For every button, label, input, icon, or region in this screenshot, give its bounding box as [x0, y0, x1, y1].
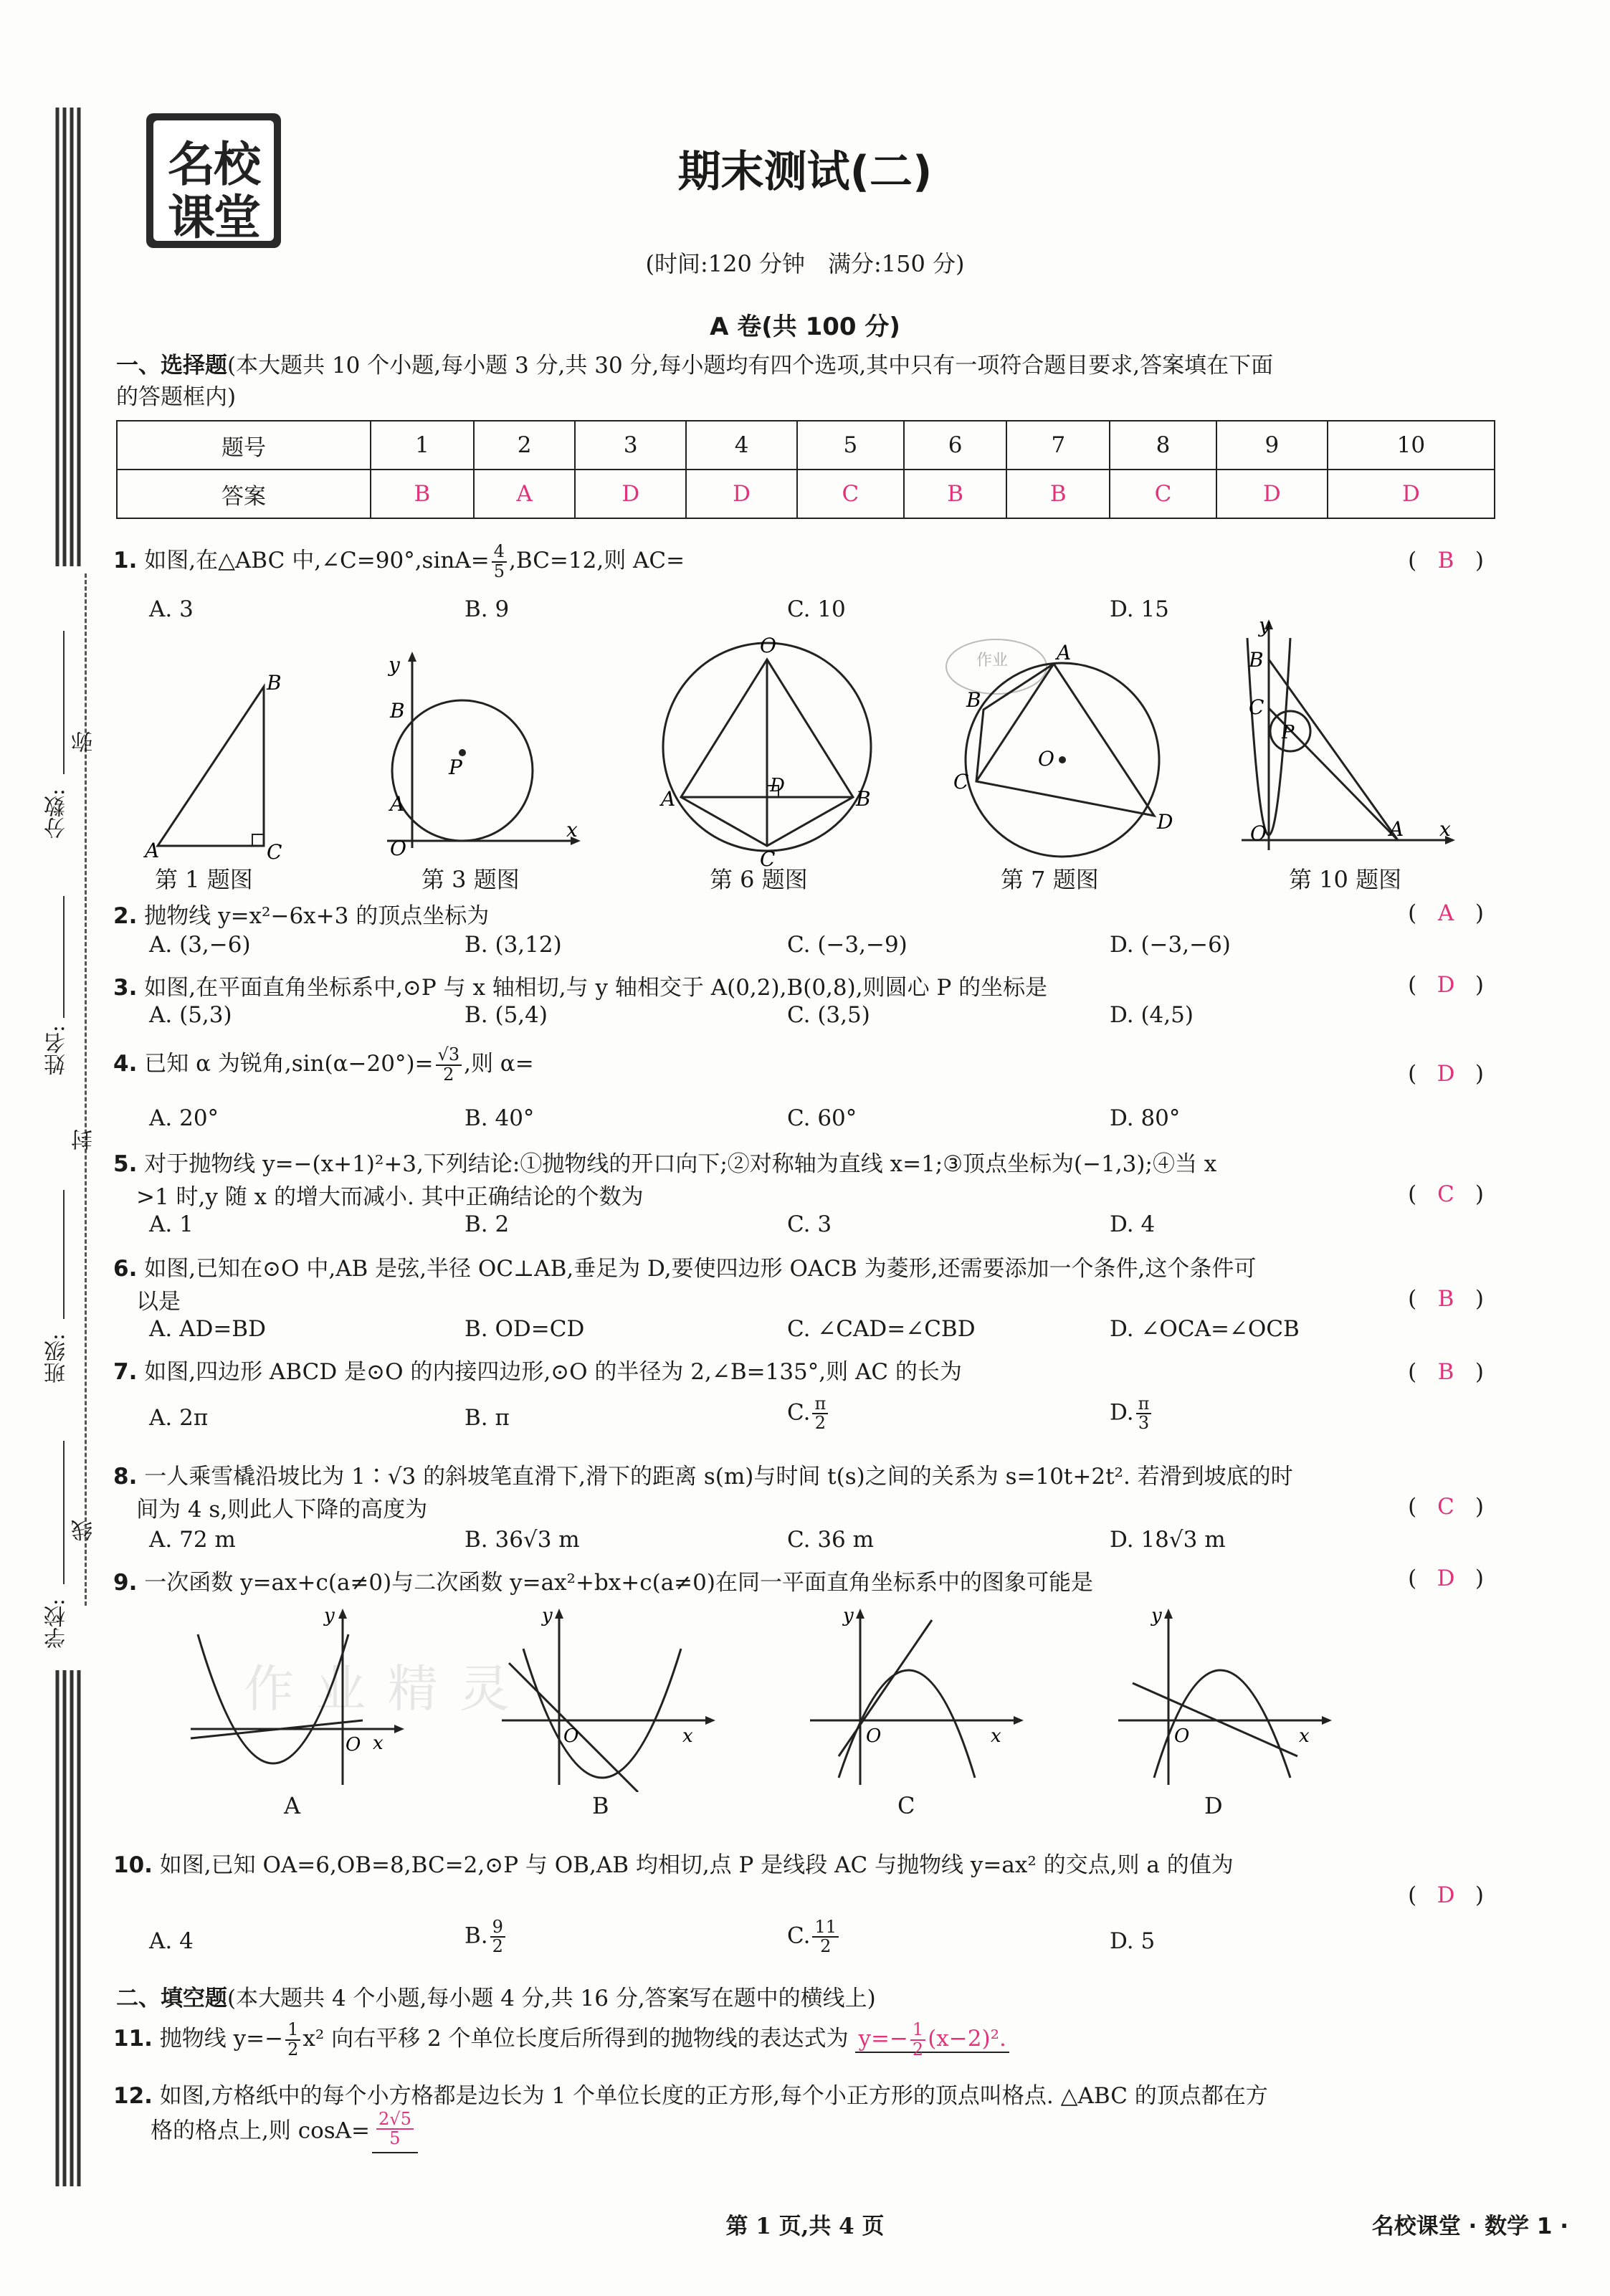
option-label: B.: [465, 1923, 488, 1949]
answer-table-row-numbers: [117, 421, 1495, 470]
option-d: D. 4: [1110, 1211, 1156, 1237]
option-label: D.: [1110, 1399, 1134, 1426]
figure-7: [939, 631, 1183, 860]
fig6-label-b: B: [856, 787, 871, 811]
question-number: 4.: [113, 1051, 138, 1077]
option-d: D. 18√3 m: [1110, 1527, 1226, 1553]
side-label-name: 姓名:: [44, 1025, 70, 1076]
question-number: 9.: [113, 1570, 138, 1596]
denominator: 2: [443, 1064, 454, 1085]
question-text: 如图,方格纸中的每个小方格都是边长为 1 个单位长度的正方形,每个小正方形的顶点叫格点. △ABC 的顶点都在方: [159, 2083, 1268, 2109]
graph-d-y: y: [1151, 1606, 1162, 1626]
option-d: D. (−3,−6): [1110, 932, 1231, 958]
option-d: [1110, 1395, 1153, 1432]
option-d: D. ∠OCA=∠OCB: [1110, 1316, 1300, 1342]
binding-strip-bottom: [53, 1670, 89, 2186]
binding-dashed-line: [85, 573, 90, 1606]
logo-line2: 课堂: [168, 190, 259, 245]
question-5: [113, 1145, 1216, 1178]
question-text-post: ,BC=12,则 AC=: [508, 548, 685, 573]
option-b: B. 9: [465, 596, 510, 622]
part2-desc: (本大题共 4 个小题,每小题 4 分,共 16 分,答案写在题中的横线上): [227, 1986, 876, 2011]
answer-value: C: [1437, 1494, 1454, 1520]
option-a: A. (3,−6): [149, 932, 251, 958]
graph-a-y: y: [324, 1606, 335, 1626]
figure-6-caption: 第 6 题图: [710, 866, 808, 893]
question-text: 一人乘雪橇沿坡比为 1∶√3 的斜坡笔直滑下,滑下的距离 s(m)与时间 t(s)之间的关系为 s=10t+2t². 若滑到坡底的时: [144, 1464, 1293, 1490]
side-line-class: [63, 1190, 65, 1319]
answer-value: D: [1437, 972, 1455, 998]
fig7-label-a: A: [1057, 641, 1072, 664]
question-text: 抛物线 y=−: [159, 2026, 284, 2052]
fig1-label-c: C: [267, 840, 282, 860]
answer-bracket-2: ( A ): [1408, 900, 1484, 926]
question-text: 如图,四边形 ABCD 是⊙O 的内接四边形,⊙O 的半径为 2,∠B=135°,则 AC 的长为: [144, 1359, 962, 1385]
option-a: A. 20°: [149, 1105, 219, 1131]
table-cell: 4: [686, 421, 797, 470]
fig1-label-b: B: [267, 674, 282, 695]
answer-value: D: [1437, 1061, 1455, 1087]
numerator: 11: [812, 1918, 839, 1938]
question-number: 3.: [113, 975, 138, 1001]
graph-a-x: x: [373, 1733, 384, 1754]
denominator: 2: [814, 1413, 826, 1434]
fraction: [490, 1918, 505, 1956]
graph-b: [495, 1606, 724, 1792]
graph-c-label: C: [897, 1792, 915, 1819]
numerator: √3: [436, 1046, 462, 1065]
figure-3: [373, 649, 588, 857]
question-7: [113, 1353, 962, 1386]
fig3-label-a: A: [390, 792, 405, 816]
option-label: C.: [787, 1923, 811, 1949]
graph-b-x: x: [682, 1725, 693, 1747]
question-9: [113, 1564, 1093, 1596]
answer-value: B: [1437, 548, 1454, 573]
question-number: 12.: [113, 2083, 153, 2109]
table-cell: 6: [904, 421, 1007, 470]
fig10-label-y: y: [1259, 616, 1270, 637]
option-a: A. 2π: [149, 1405, 209, 1431]
fig7-label-d: D: [1157, 810, 1173, 834]
answer-bracket-7: ( B ): [1408, 1359, 1484, 1385]
option-c: C. 60°: [787, 1105, 857, 1131]
table-cell: 7: [1006, 421, 1110, 470]
figure-7-caption: 第 7 题图: [1001, 866, 1099, 893]
fig6-label-a: A: [661, 787, 676, 811]
answer-value: D: [1437, 1882, 1455, 1908]
option-a: A. 72 m: [149, 1527, 236, 1553]
answer-part: (x−2)².: [928, 2026, 1006, 2052]
figure-3-caption: 第 3 题图: [421, 866, 520, 893]
question-6: [113, 1250, 1256, 1282]
option-d: D. 80°: [1110, 1105, 1181, 1131]
figure-1-caption: 第 1 题图: [155, 866, 253, 893]
option-b: B. 2: [465, 1211, 510, 1237]
answer-cell: C: [1110, 470, 1216, 518]
denominator: 5: [493, 561, 505, 581]
option-c: C. ∠CAD=∠CBD: [787, 1316, 976, 1342]
fig3-label-b: B: [390, 699, 405, 723]
side-mark-feng: 封: [72, 1129, 97, 1151]
option-c: [787, 1395, 830, 1432]
graph-d-o: O: [1174, 1725, 1190, 1747]
question-text: 抛物线 y=x²−6x+3 的顶点坐标为: [144, 903, 490, 929]
question-8: [113, 1458, 1293, 1490]
question-text: 对于抛物线 y=−(x+1)²+3,下列结论:①抛物线的开口向下;②对称轴为直线 x=1;③顶点坐标为(−1,3);④当 x: [144, 1151, 1217, 1177]
table-cell: 10: [1328, 421, 1495, 470]
numerator: π: [812, 1395, 828, 1414]
table-cell: 5: [797, 421, 904, 470]
question-number: 6.: [113, 1256, 138, 1282]
answer-cell: C: [797, 470, 904, 518]
side-mark-mi: 弥: [72, 731, 97, 753]
question-10: [113, 1847, 1234, 1879]
question-8-line2: 间为 4 s,则此人下降的高度为: [136, 1497, 428, 1523]
answer-cell: B: [904, 470, 1007, 518]
fraction: [812, 1918, 839, 1956]
graph-b-y: y: [542, 1606, 553, 1626]
answer-bracket-5: ( C ): [1408, 1181, 1484, 1207]
graph-a: [184, 1606, 413, 1792]
footer-brand: 名校课堂 · 数学 1 ·: [1371, 2214, 1568, 2239]
table-cell: 3: [575, 421, 686, 470]
denominator: 5: [389, 2128, 401, 2149]
option-c: C. (3,5): [787, 1002, 870, 1028]
answer-bracket-4: ( D ): [1408, 1061, 1484, 1087]
fill-answer-11: [855, 2019, 1009, 2059]
fig1-label-a: A: [145, 839, 160, 860]
table-cell: 8: [1110, 421, 1216, 470]
question-3: [113, 969, 1047, 1001]
graph-c-x: x: [991, 1725, 1001, 1747]
question-11: [113, 2020, 1009, 2059]
question-12-line2: [151, 2110, 420, 2153]
page-footer: 第 1 页,共 4 页: [725, 2214, 885, 2239]
figure-6: [652, 631, 889, 867]
answer-bracket-3: ( D ): [1408, 972, 1484, 998]
question-number: 11.: [113, 2026, 153, 2052]
side-label-class: 班级:: [44, 1333, 70, 1384]
answer-value: B: [1437, 1359, 1454, 1385]
answer-value: A: [1437, 900, 1454, 926]
question-number: 10.: [113, 1852, 153, 1878]
numerator: 1: [910, 2021, 925, 2040]
fig10-label-x: x: [1439, 817, 1451, 841]
question-text: 一次函数 y=ax+c(a≠0)与二次函数 y=ax²+bx+c(a≠0)在同一平面直角坐标系中的图象可能是: [144, 1570, 1093, 1596]
answer-cell: D: [1216, 470, 1328, 518]
question-number: 8.: [113, 1464, 138, 1490]
fig7-stamp: 作业: [976, 652, 1009, 670]
table-cell: 2: [474, 421, 576, 470]
question-12: [113, 2077, 1268, 2110]
fill-answer-12: [372, 2110, 418, 2153]
option-b: B. OD=CD: [465, 1316, 585, 1342]
option-d: D. 15: [1110, 596, 1169, 622]
graph-b-o: O: [563, 1725, 579, 1747]
answer-cell: D: [686, 470, 797, 518]
side-line-name: [63, 896, 65, 1018]
table-header-cell: 题号: [117, 421, 371, 470]
option-c: [787, 1918, 841, 1956]
answer-cell: D: [1328, 470, 1495, 518]
answer-cell: B: [1006, 470, 1110, 518]
graph-b-label: B: [592, 1792, 609, 1819]
side-mark-xian: 线: [72, 1520, 97, 1541]
fig10-label-o: O: [1250, 821, 1267, 845]
answer-cell: D: [575, 470, 686, 518]
answer-value: B: [1437, 1286, 1454, 1312]
exam-subtitle: (时间:120 分钟 满分:150 分): [645, 250, 965, 277]
question-number: 2.: [113, 903, 138, 929]
option-d: D. 5: [1110, 1928, 1156, 1954]
denominator: 3: [1138, 1413, 1150, 1434]
option-b: B. (3,12): [465, 932, 562, 958]
option-b: B. 40°: [465, 1105, 535, 1131]
answer-value: D: [1437, 1566, 1455, 1591]
question-text: 如图,在△ABC 中,∠C=90°,sinA=: [144, 548, 490, 573]
page-title: 期末测试(二): [677, 147, 933, 197]
figure-10: [1233, 616, 1470, 860]
option-a: A. 1: [149, 1211, 194, 1237]
side-label-school: 学校:: [44, 1599, 70, 1649]
question-number: 1.: [113, 548, 138, 573]
option-label: C.: [787, 1399, 811, 1426]
fig3-label-p: P: [449, 756, 462, 779]
fig6-label-c: C: [760, 847, 776, 867]
fig10-label-a: A: [1389, 817, 1404, 841]
answer-value: C: [1437, 1181, 1454, 1207]
graph-c-o: O: [866, 1725, 882, 1747]
answer-table-row-answers: [117, 470, 1495, 518]
option-b: B. 36√3 m: [465, 1527, 580, 1553]
fig7-label-c: C: [953, 770, 969, 794]
table-cell: 9: [1216, 421, 1328, 470]
fraction: [436, 1046, 462, 1083]
part1-heading-line: [116, 347, 1273, 379]
graph-a-o: O: [346, 1734, 361, 1756]
option-a: A. AD=BD: [149, 1316, 266, 1342]
option-c: C. 10: [787, 596, 846, 622]
answer-cell: B: [371, 470, 474, 518]
question-5-line2: >1 时,y 随 x 的增大而减小. 其中正确结论的个数为: [136, 1184, 644, 1210]
graph-d: [1111, 1606, 1340, 1792]
question-number: 5.: [113, 1151, 138, 1177]
answer-bracket-6: ( B ): [1408, 1286, 1484, 1312]
part1-desc: (本大题共 10 个小题,每小题 3 分,共 30 分,每小题均有四个选项,其中只有一项符合题目要求,答案填在下面: [227, 353, 1274, 378]
question-text-post: x² 向右平移 2 个单位长度后所得到的抛物线的表达式为: [303, 2026, 849, 2052]
question-text: 已知 α 为锐角,sin(α−20°)=: [144, 1051, 434, 1077]
option-a: A. 3: [149, 596, 194, 622]
question-2: [113, 897, 489, 930]
table-header-cell: 答案: [117, 470, 371, 518]
question-text-post: ,则 α=: [464, 1051, 534, 1077]
fig3-label-y: y: [389, 653, 400, 677]
fig7-label-b: B: [966, 688, 981, 712]
graph-d-x: x: [1299, 1725, 1310, 1747]
question-text: 如图,已知在⊙O 中,AB 是弦,半径 OC⊥AB,垂足为 D,要使四边形 OACB 为菱形,还需要添加一个条件,这个条件可: [144, 1256, 1257, 1282]
numerator: 2√5: [376, 2110, 414, 2130]
side-line-school: [63, 1441, 65, 1584]
denominator: 2: [912, 2039, 924, 2059]
option-a: A. 4: [149, 1928, 194, 1954]
question-6-line2: 以是: [136, 1289, 181, 1315]
fraction: [1136, 1395, 1152, 1432]
fig10-label-c: C: [1249, 695, 1264, 719]
numerator: π: [1136, 1395, 1152, 1414]
fraction: [910, 2021, 925, 2058]
question-4: [113, 1045, 534, 1084]
answer-cell: A: [474, 470, 576, 518]
part2-heading-line: [116, 1980, 876, 2012]
option-d: D. (4,5): [1110, 1002, 1194, 1028]
question-number: 7.: [113, 1359, 138, 1385]
answer-bracket-9: ( D ): [1408, 1566, 1484, 1591]
fraction: [285, 2021, 300, 2058]
fig6-label-d: D: [770, 775, 785, 796]
option-b: [465, 1918, 508, 1956]
logo-line1: 名校: [168, 137, 259, 192]
numerator: 9: [490, 1918, 505, 1938]
option-b: B. (5,4): [465, 1002, 548, 1028]
part1-desc2: 的答题框内): [116, 384, 237, 410]
part2-heading: 二、填空题: [116, 1986, 227, 2011]
fig7-label-o: O: [1038, 747, 1054, 771]
fig3-label-o: O: [390, 837, 406, 857]
denominator: 2: [492, 1936, 503, 1957]
question-text: 格的格点上,则 cosA=: [151, 2118, 371, 2144]
graph-c: [803, 1606, 1032, 1792]
figure-1: [143, 674, 308, 860]
answer-bracket-1: ( B ): [1408, 548, 1484, 573]
denominator: 2: [287, 2039, 299, 2059]
denominator: 2: [820, 1936, 832, 1957]
option-a: A. (5,3): [149, 1002, 232, 1028]
option-c: C. (−3,−9): [787, 932, 908, 958]
part1-heading: 一、选择题: [116, 353, 227, 378]
numerator: 1: [285, 2021, 300, 2040]
fig10-label-p: P: [1282, 722, 1295, 743]
fraction: [812, 1395, 828, 1432]
fraction: [492, 543, 507, 580]
graph-a-label: A: [284, 1792, 301, 1819]
fig6-label-o: O: [760, 634, 776, 657]
answer-bracket-8: ( C ): [1408, 1494, 1484, 1520]
watermark: 作 业 精 灵: [244, 1659, 513, 1718]
question-1: [113, 542, 685, 581]
table-cell: 1: [371, 421, 474, 470]
side-label-score: 分数:: [44, 789, 70, 839]
section-a-heading: A 卷(共 100 分): [710, 313, 900, 341]
side-line-score: [63, 631, 65, 774]
fig10-label-b: B: [1249, 648, 1264, 672]
graph-d-label: D: [1204, 1792, 1223, 1819]
figure-10-caption: 第 10 题图: [1289, 866, 1402, 893]
question-text: 如图,已知 OA=6,OB=8,BC=2,⊙P 与 OB,AB 均相切,点 P 是线段 AC 与抛物线 y=ax² 的交点,则 a 的值为: [159, 1852, 1234, 1878]
answer-part: y=−: [858, 2026, 908, 2052]
numerator: 4: [492, 543, 507, 562]
answer-table: [116, 420, 1495, 519]
option-b: B. π: [465, 1405, 510, 1431]
graph-c-y: y: [843, 1606, 854, 1626]
answer-bracket-10: ( D ): [1408, 1882, 1484, 1908]
option-c: C. 3: [787, 1211, 832, 1237]
option-c: C. 36 m: [787, 1527, 875, 1553]
question-text: 如图,在平面直角坐标系中,⊙P 与 x 轴相切,与 y 轴相交于 A(0,2),B(0,8),则圆心 P 的坐标是: [144, 975, 1048, 1001]
fig3-label-x: x: [566, 818, 578, 842]
